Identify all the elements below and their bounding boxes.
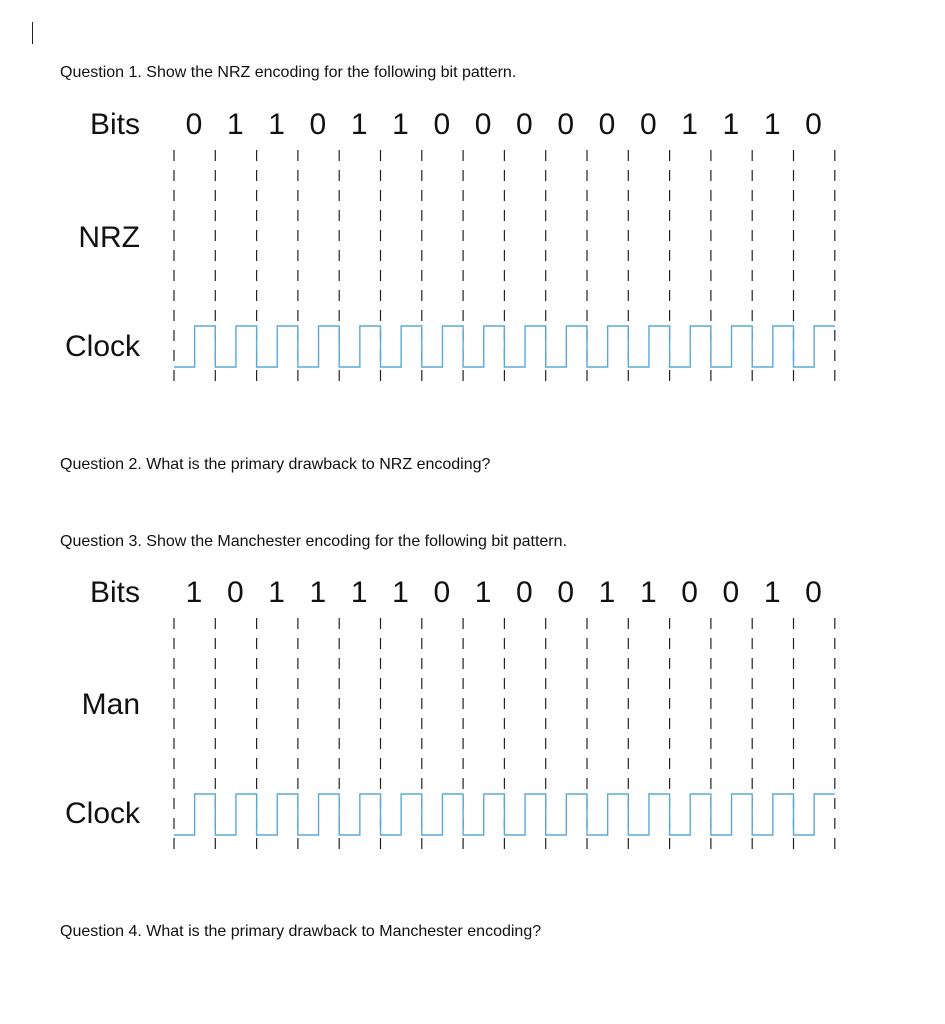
bit-value: 1	[226, 108, 244, 141]
bit-value: 1	[722, 108, 740, 141]
question-2-text: Question 2. What is the primary drawback to NRZ encoding?	[60, 456, 491, 473]
bit-value: 1	[639, 576, 657, 609]
bit-value: 1	[763, 108, 781, 141]
q3-bits-label: Bits	[89, 576, 140, 609]
bit-value: 0	[805, 108, 822, 141]
question-1-text: Question 1. Show the NRZ encoding for the following bit pattern.	[60, 64, 517, 81]
bit-value: 0	[516, 576, 533, 609]
bit-value: 1	[681, 108, 698, 141]
bit-value: 0	[433, 576, 451, 609]
bit-value: 1	[392, 576, 409, 609]
q1-clock-label: Clock	[64, 330, 140, 363]
q1-nrz-label: NRZ	[78, 221, 140, 254]
bit-value: 1	[474, 576, 492, 609]
bit-value: 1	[309, 576, 327, 609]
q3-man-label: Man	[81, 688, 140, 721]
bit-value: 0	[722, 576, 740, 609]
q3-clock-label: Clock	[64, 797, 140, 830]
clock-waveform	[174, 794, 835, 835]
q1-bits-label: Bits	[89, 108, 140, 141]
bit-value: 1	[763, 576, 781, 609]
q1-timing-diagram	[0, 150, 945, 400]
bit-value: 0	[474, 108, 492, 141]
question-4-text: Question 4. What is the primary drawback to Manchester encoding?	[60, 923, 542, 940]
bit-value: 1	[350, 108, 368, 141]
bit-value: 0	[805, 576, 822, 609]
bit-value: 0	[309, 108, 327, 141]
clock-waveform	[174, 326, 835, 367]
bit-value: 0	[681, 576, 698, 609]
bit-value: 0	[557, 576, 575, 609]
bit-value: 0	[557, 108, 575, 141]
bit-value: 1	[268, 108, 285, 141]
bit-value: 0	[639, 108, 657, 141]
text-cursor	[32, 22, 33, 44]
bit-value: 0	[185, 108, 203, 141]
bit-value: 1	[350, 576, 368, 609]
bit-value: 0	[516, 108, 533, 141]
bit-value: 0	[226, 576, 244, 609]
bit-value: 1	[185, 576, 203, 609]
bit-value: 1	[392, 108, 409, 141]
bit-value: 0	[433, 108, 451, 141]
bit-value: 1	[268, 576, 285, 609]
bit-value: 1	[598, 576, 616, 609]
bit-value: 0	[598, 108, 616, 141]
q3-timing-diagram	[0, 618, 945, 868]
question-3-text: Question 3. Show the Manchester encoding for the following bit pattern.	[60, 533, 567, 550]
